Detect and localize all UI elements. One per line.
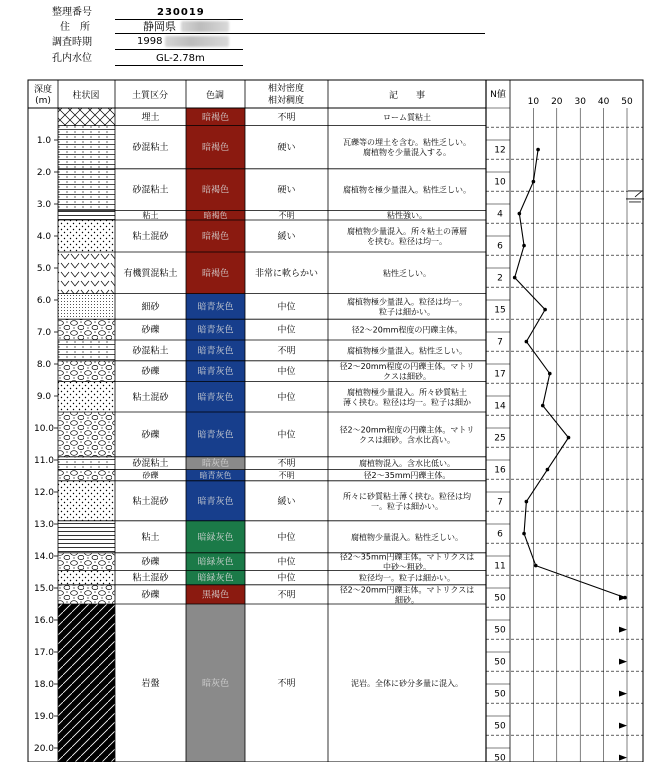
color-name: 暗緑灰色 bbox=[197, 557, 234, 568]
soil-class: 粘土 bbox=[142, 211, 159, 221]
soil-class: 砂混粘土 bbox=[132, 143, 169, 154]
color-name: 暗褐色 bbox=[201, 232, 230, 242]
color-name: 暗灰色 bbox=[201, 679, 230, 689]
n-value-point bbox=[522, 244, 526, 248]
density: 緩い bbox=[277, 496, 296, 507]
n-value-label: 50 bbox=[494, 721, 506, 732]
density: 中位 bbox=[277, 325, 296, 336]
header-color: 色調 bbox=[205, 91, 225, 101]
remark-line: クスは細砂。 bbox=[383, 372, 431, 382]
color-name: 暗褐色 bbox=[201, 112, 230, 123]
n-value-label: 50 bbox=[494, 593, 506, 604]
n-axis-tick: 30 bbox=[574, 97, 586, 107]
column-pattern bbox=[58, 457, 115, 470]
remark-line: 腐植物混入。含水比低い。 bbox=[359, 459, 455, 469]
n-value-point bbox=[534, 564, 538, 568]
column-pattern bbox=[58, 169, 115, 211]
column-pattern bbox=[58, 521, 115, 553]
n-value-label: 2 bbox=[497, 273, 503, 284]
color-name: 暗青灰色 bbox=[199, 471, 232, 481]
soil-class: 砂礫 bbox=[141, 557, 160, 568]
color-name: 暗青灰色 bbox=[197, 430, 234, 441]
depth-label: 19.0 bbox=[33, 712, 55, 722]
remark-line: 泥岩。全体に砂分多量に混入。 bbox=[351, 679, 463, 688]
color-name: 暗青灰色 bbox=[197, 367, 234, 378]
n-value-label: 50 bbox=[494, 689, 506, 700]
color-name: 暗青灰色 bbox=[197, 392, 234, 403]
header-remarks: 記 事 bbox=[388, 91, 426, 101]
color-name: 暗褐色 bbox=[201, 268, 230, 279]
color-name: 暗褐色 bbox=[201, 143, 230, 154]
n-value-point bbox=[567, 436, 571, 440]
n-value-line bbox=[515, 150, 625, 598]
depth-label: 12.0 bbox=[33, 488, 55, 498]
table-frame bbox=[28, 80, 643, 762]
depth-label: 2.0 bbox=[36, 168, 52, 178]
depth-label: 7.0 bbox=[36, 328, 52, 338]
water-level-value: GL-2.78m bbox=[156, 53, 205, 64]
n-axis-tick: 20 bbox=[551, 97, 563, 107]
depth-label: 10.0 bbox=[33, 424, 55, 434]
remark-line: 中砂～粗砂。 bbox=[383, 562, 431, 572]
soil-class: 粘土混砂 bbox=[132, 232, 169, 242]
n-value-point bbox=[532, 180, 536, 184]
density: 硬い bbox=[277, 143, 296, 154]
survey-date-value: 1998 bbox=[137, 36, 163, 47]
depth-label: 13.0 bbox=[33, 520, 55, 530]
remark-line: 径2～35mm円礫主体。マトリクスは bbox=[339, 552, 475, 562]
density: 不明 bbox=[277, 346, 296, 357]
depth-label: 4.0 bbox=[36, 232, 52, 242]
soil-class: 粘土混砂 bbox=[132, 496, 169, 507]
depth-label: 1.0 bbox=[36, 136, 52, 146]
column-pattern bbox=[58, 553, 115, 571]
n-value-label: 7 bbox=[497, 497, 503, 508]
n-value-label: 17 bbox=[494, 369, 506, 380]
remark-line: 腐植物を極少量混入。粘性乏しい。 bbox=[343, 185, 471, 195]
color-name: 暗青灰色 bbox=[197, 346, 234, 357]
n-value-point bbox=[513, 276, 517, 280]
remark-line: 薄く挟む。粒径は均一。粒子は細か bbox=[343, 397, 471, 407]
color-name: 暗褐色 bbox=[201, 185, 230, 196]
column-pattern bbox=[58, 294, 115, 320]
water-level-icon bbox=[628, 191, 642, 197]
n-value-point bbox=[525, 340, 529, 344]
remark-line: 径2～20mm程度の円礫主体。マトリ bbox=[339, 425, 475, 435]
column-pattern bbox=[58, 252, 115, 294]
n-value-arrow bbox=[619, 659, 627, 665]
color-name: 暗緑灰色 bbox=[197, 573, 234, 584]
color-name: 黒褐色 bbox=[201, 590, 230, 601]
remark-line: 径2～20mm程度の円礫主体。マトリ bbox=[339, 362, 475, 372]
column-pattern bbox=[58, 412, 115, 457]
column-pattern bbox=[58, 604, 115, 762]
density: 中位 bbox=[277, 302, 296, 313]
color-name: 暗褐色 bbox=[203, 211, 228, 221]
color-name: 暗緑灰色 bbox=[197, 532, 234, 543]
n-value-label: 7 bbox=[497, 337, 503, 348]
remark-line: 粒子は細かい。 bbox=[379, 307, 435, 317]
depth-label: 18.0 bbox=[33, 680, 55, 690]
depth-label: 20.0 bbox=[33, 744, 55, 754]
n-value-label: 11 bbox=[494, 561, 506, 572]
header-n-value: N値 bbox=[490, 90, 506, 100]
record-no-label: 整理番号 bbox=[52, 7, 92, 18]
column-pattern bbox=[58, 210, 115, 220]
n-value-point bbox=[536, 148, 540, 152]
density: 中位 bbox=[277, 573, 296, 584]
soil-class: 粘土混砂 bbox=[132, 392, 169, 403]
n-value-point bbox=[546, 468, 550, 472]
n-value-point bbox=[518, 212, 522, 216]
remark-line: 径2～20mm程度の円礫主体。 bbox=[351, 325, 463, 335]
soil-class: 砂礫 bbox=[141, 590, 160, 601]
n-value-label: 16 bbox=[494, 465, 506, 476]
n-value-label: 50 bbox=[494, 625, 506, 636]
density: 中位 bbox=[277, 367, 296, 378]
remark-line: 径2～35mm円礫主体。 bbox=[363, 471, 451, 481]
remark-line: 粒径均一。粒子は細かい。 bbox=[359, 573, 455, 583]
n-value-label: 4 bbox=[497, 209, 503, 220]
header-density-2: 相対稠度 bbox=[267, 96, 305, 106]
header-column: 柱状図 bbox=[72, 91, 100, 101]
column-pattern bbox=[58, 126, 115, 169]
density: 非常に軟らかい bbox=[254, 268, 319, 279]
remark-line: 瓦礫等の埋土を含む。粘性乏しい。 bbox=[343, 138, 471, 148]
n-value-label: 6 bbox=[497, 529, 503, 540]
density: 不明 bbox=[277, 590, 296, 601]
depth-label: 8.0 bbox=[36, 360, 52, 370]
remark-line: クスは細砂。含水比高い。 bbox=[359, 435, 455, 445]
soil-class: 粘土混砂 bbox=[132, 573, 169, 584]
color-name: 暗青灰色 bbox=[197, 496, 234, 507]
n-value-point bbox=[548, 372, 552, 376]
n-value-label: 50 bbox=[494, 753, 506, 762]
address-value: 静岡県 bbox=[143, 20, 176, 33]
soil-class: 粘土 bbox=[141, 532, 160, 543]
n-value-arrow bbox=[619, 595, 627, 601]
depth-label: 16.0 bbox=[33, 616, 55, 626]
soil-class: 砂礫 bbox=[142, 471, 159, 481]
header-density-1: 相対密度 bbox=[267, 84, 305, 94]
soil-class: 砂混粘土 bbox=[132, 346, 169, 357]
n-value-point bbox=[543, 308, 547, 312]
n-value-label: 14 bbox=[494, 401, 506, 412]
column-pattern bbox=[58, 340, 115, 361]
remark-line: を挟む。粒径は均一。 bbox=[367, 237, 447, 246]
remark-line: ローム質粘土 bbox=[383, 112, 431, 122]
remark-line: 腐植物極少量混入。粘性乏しい。 bbox=[347, 346, 467, 356]
n-value-label: 12 bbox=[494, 145, 506, 156]
header-depth-unit: (m) bbox=[35, 96, 51, 106]
n-value-point bbox=[522, 532, 526, 536]
remark-line: 粘性強い。 bbox=[387, 211, 427, 221]
n-value-point bbox=[525, 500, 529, 504]
n-value-label: 50 bbox=[494, 657, 506, 668]
header-depth: 深度 bbox=[33, 85, 53, 95]
soil-class: 砂礫 bbox=[141, 367, 160, 378]
address-label: 住 所 bbox=[60, 22, 90, 33]
n-value-label: 10 bbox=[494, 177, 506, 188]
soil-class: 砂混粘土 bbox=[132, 185, 169, 196]
depth-label: 14.0 bbox=[33, 552, 55, 562]
column-pattern bbox=[58, 108, 115, 126]
n-value-label: 25 bbox=[494, 433, 506, 444]
soil-class: 細砂 bbox=[141, 302, 160, 313]
soil-class: 有機質混粘土 bbox=[123, 268, 178, 279]
remark-line: 腐植物少量混入。所々粘土の薄層 bbox=[347, 227, 467, 236]
soil-class: 砂礫 bbox=[141, 325, 160, 336]
remark-line: 所々に砂質粘土薄く挟む。粒径は均 bbox=[343, 491, 471, 501]
remark-line: 径2～20mm円礫主体。マトリクスは bbox=[339, 585, 475, 595]
n-value-label: 6 bbox=[497, 241, 503, 252]
n-value-point bbox=[541, 404, 545, 408]
n-value-arrow bbox=[619, 755, 627, 761]
remark-line: 腐植物少量混入。粘性乏しい。 bbox=[351, 532, 463, 542]
header-soil-class: 土質区分 bbox=[131, 91, 169, 101]
density: 緩い bbox=[277, 232, 296, 242]
column-pattern bbox=[58, 570, 115, 584]
soil-class: 岩盤 bbox=[141, 679, 160, 689]
density: 不明 bbox=[278, 211, 295, 221]
density: 中位 bbox=[277, 557, 296, 568]
color-name: 暗灰色 bbox=[201, 459, 230, 470]
density: 不明 bbox=[277, 679, 296, 689]
density: 中位 bbox=[277, 392, 296, 403]
depth-label: 11.0 bbox=[33, 456, 55, 466]
density: 不明 bbox=[277, 459, 296, 470]
column-pattern bbox=[58, 382, 115, 412]
survey-date-label: 調査時期 bbox=[52, 37, 92, 48]
record-no-value: 230019 bbox=[157, 7, 205, 18]
depth-label: 15.0 bbox=[33, 584, 55, 594]
remark-line: 腐植物を少量混入する。 bbox=[363, 148, 451, 158]
remark-line: 腐植物極少量混入。粒径は均一。 bbox=[347, 297, 467, 307]
density: 中位 bbox=[277, 532, 296, 543]
column-pattern bbox=[58, 220, 115, 252]
remark-line: 粘性乏しい。 bbox=[383, 268, 431, 278]
depth-label: 5.0 bbox=[36, 264, 52, 274]
n-axis-tick: 40 bbox=[597, 97, 610, 107]
density: 不明 bbox=[277, 112, 296, 123]
color-name: 暗青灰色 bbox=[197, 302, 234, 313]
n-axis-tick: 10 bbox=[527, 97, 540, 107]
column-pattern bbox=[58, 361, 115, 382]
column-pattern bbox=[58, 319, 115, 340]
column-pattern bbox=[58, 585, 115, 604]
n-value-label: 15 bbox=[494, 305, 506, 316]
remark-line: 細砂。 bbox=[395, 595, 419, 605]
column-pattern bbox=[58, 481, 115, 521]
n-value-arrow bbox=[619, 723, 627, 729]
n-axis-tick: 50 bbox=[621, 97, 633, 107]
depth-label: 9.0 bbox=[36, 392, 52, 402]
n-value-arrow bbox=[619, 691, 627, 697]
density: 不明 bbox=[278, 471, 295, 481]
remark-line: 腐植物極少量混入。所々砂質粘土 bbox=[347, 387, 467, 397]
depth-label: 6.0 bbox=[36, 296, 52, 306]
remark-line: 一。粒子は細かい。 bbox=[371, 501, 443, 511]
depth-label: 3.0 bbox=[36, 200, 52, 210]
soil-class: 砂混粘土 bbox=[132, 459, 169, 470]
soil-class: 埋土 bbox=[141, 112, 160, 123]
density: 硬い bbox=[277, 185, 296, 196]
color-name: 暗青灰色 bbox=[197, 325, 234, 336]
depth-label: 17.0 bbox=[33, 648, 55, 658]
soil-class: 砂礫 bbox=[141, 430, 160, 441]
water-level-label: 孔内水位 bbox=[52, 53, 92, 64]
density: 中位 bbox=[277, 430, 296, 441]
column-pattern bbox=[58, 470, 115, 481]
n-value-arrow bbox=[619, 627, 627, 633]
